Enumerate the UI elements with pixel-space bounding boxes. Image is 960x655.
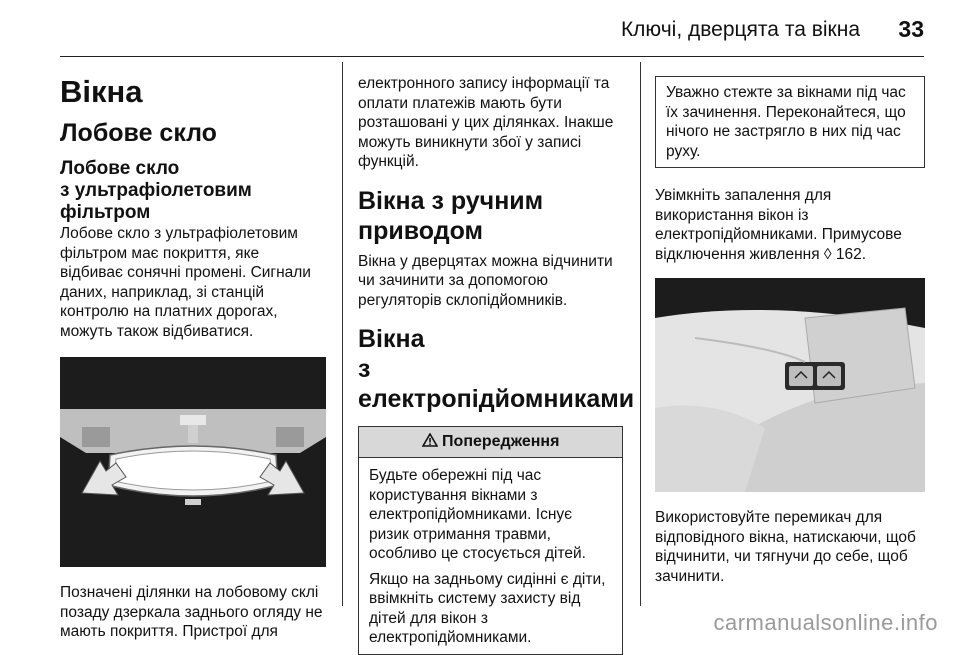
ignition-text: Увімкніть запалення для використання вікон із електропідйомниками. Примусове відключення живлення xyxy=(655,187,902,263)
heading-uv-line1: Лобове скло xyxy=(60,158,180,179)
paragraph-continued: електронного запису інформації та оплати платежів мають бути розташовані у цих ділянках. Інакше можуть виникнути збої у записі функцій. xyxy=(358,75,614,170)
warning-title: Попередження xyxy=(442,433,560,450)
warning-paragraph-2: Якщо на задньому сидінні є діти, ввімкніть систему захисту від дітей для вікон з електропідйомниками. xyxy=(369,570,606,646)
caution-note-box xyxy=(655,76,925,168)
column-3 xyxy=(655,76,925,586)
header-rule xyxy=(60,56,924,57)
warning-header xyxy=(359,427,622,458)
warning-paragraph-1: Будьте обережні під час користування вікнами з електропідйомниками. Існує ризик отримання травми, особливо це стосується дітей. xyxy=(369,467,586,562)
paragraph-ignition xyxy=(655,186,925,264)
heading-manual-windows: Вікна з ручним приводом xyxy=(358,186,544,245)
heading-power-windows xyxy=(358,324,635,414)
heading-uv-line2: з ультрафіолетовим фільтром xyxy=(60,180,252,223)
warning-triangle-icon xyxy=(422,433,442,450)
column-divider xyxy=(342,62,343,606)
column-1 xyxy=(60,74,326,642)
warning-box xyxy=(358,426,623,655)
heading-power-line1: Вікна xyxy=(358,325,425,353)
column-2 xyxy=(358,74,635,655)
page-number: 33 xyxy=(898,16,924,42)
heading-windows: Вікна xyxy=(60,74,143,109)
heading-windshield: Лобове скло xyxy=(60,119,217,147)
mirror-drawing xyxy=(60,357,326,567)
page-reference[interactable]: 162. xyxy=(835,245,867,263)
section-title: Ключі, дверцята та вікна xyxy=(620,18,860,41)
page-reference-icon: ◊ xyxy=(823,245,832,263)
switch-drawing xyxy=(655,278,925,492)
watermark: carmanualsonline.info xyxy=(713,610,938,635)
paragraph-switch-usage: Використовуйте перемикач для відповідного вікна, натискаючи, щоб відчинити, чи тягнучи до себе, щоб зачинити. xyxy=(655,509,916,585)
paragraph-uncoated-areas: Позначені ділянки на лобовому склі позаду дзеркала заднього огляду не мають покриття. Пристрої для xyxy=(60,584,323,640)
paragraph-uv: Лобове скло з ультрафіолетовим фільтром має покриття, яке відбиває сонячні промені. Сигнали даних, наприклад, зі станцій контролю на платних дорогах, можуть також відбиватися. xyxy=(60,225,311,340)
window-switch-illustration xyxy=(655,278,925,492)
heading-uv-windshield xyxy=(60,158,326,224)
mirror-illustration xyxy=(60,357,326,567)
paragraph-manual-windows: Вікна у дверцятах можна відчинити чи зачинити за допомогою регуляторів склопідйомників. xyxy=(358,252,613,309)
column-divider xyxy=(640,62,641,606)
caution-note-text: Уважно стежте за вікнами під час їх зачинення. Переконайтеся, що нічого не застрягло в них під час руху. xyxy=(666,84,906,160)
heading-power-line2: з електропідйомниками xyxy=(358,355,635,413)
